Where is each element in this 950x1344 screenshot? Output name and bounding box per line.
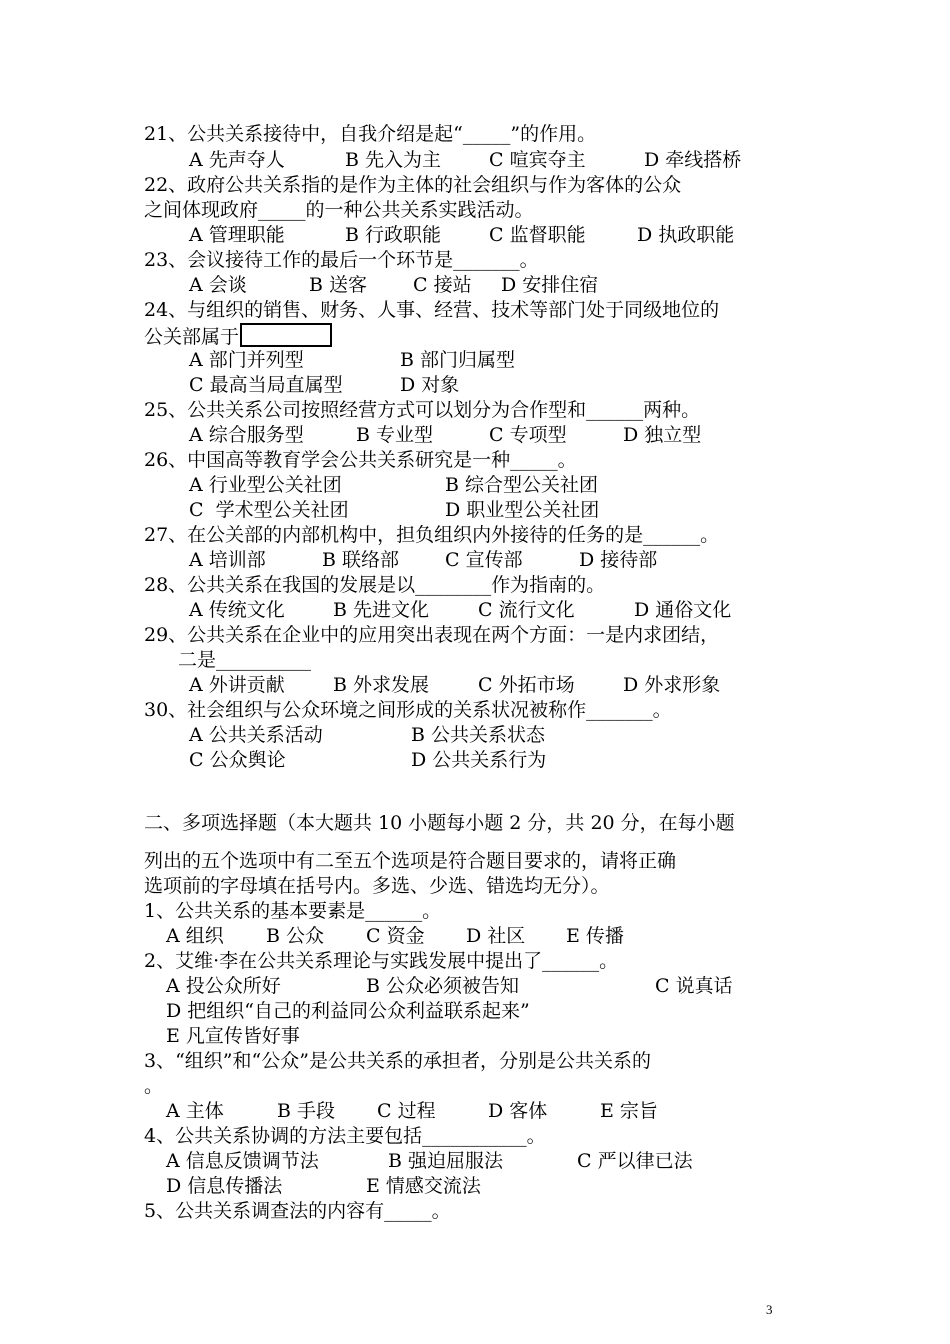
multi-question-4-options-row1 [166, 1149, 693, 1174]
question-26-stem: 26、中国高等教育学会公共关系研究是一种_____。 [144, 449, 577, 471]
option-d: D 信息传播法 [166, 1175, 283, 1197]
option-b: B 公共关系状态 [411, 724, 546, 746]
option-a: A 传统文化 [189, 599, 285, 621]
option-b: B 部门归属型 [400, 349, 516, 371]
multi-question-4-options-row2 [166, 1174, 481, 1199]
question-28-options [189, 598, 732, 623]
option-c: C 宣传部 [445, 549, 523, 571]
option-a: A 主体 [166, 1100, 224, 1122]
option-a: A 公共关系活动 [189, 724, 323, 746]
option-b: B 公众必须被告知 [366, 975, 520, 997]
option-c: C 最高当局直属型 [189, 374, 343, 396]
multi-question-4-stem: 4、公共关系协调的方法主要包括___________。 [144, 1125, 546, 1147]
option-a: A 行业型公关社团 [189, 474, 342, 496]
question-24-options-row1 [189, 348, 516, 373]
question-22-stem: 22、政府公共关系指的是作为主体的社会组织与作为客体的公众 [144, 174, 682, 196]
option-c: C 公众舆论 [189, 749, 286, 771]
option-c: C 流行文化 [478, 599, 575, 621]
option-a: A 培训部 [189, 549, 266, 571]
page-number: 3 [766, 1302, 773, 1317]
option-a: A 外讲贡献 [189, 674, 285, 696]
question-28-stem: 28、公共关系在我国的发展是以________作为指南的。 [144, 574, 606, 596]
section-2-heading: 二、多项选择题（本大题共 10 小题每小题 2 分，共 20 分，在每小题 [144, 812, 735, 834]
option-a: A 综合服务型 [189, 424, 304, 446]
option-d: D 安排住宿 [501, 274, 599, 296]
option-a: A 投公众所好 [166, 975, 281, 997]
option-c: C 接站 [413, 274, 472, 296]
option-c: C 外拓市场 [478, 674, 575, 696]
question-26-options-row1 [189, 473, 599, 498]
question-30-options-row1 [189, 723, 546, 748]
option-d: D 客体 [488, 1100, 548, 1122]
option-a: A 会谈 [189, 274, 247, 296]
option-c: C 监督职能 [489, 224, 586, 246]
question-30-options-row2 [189, 748, 547, 773]
question-24-options-row2 [189, 373, 460, 398]
option-b: B 公众 [266, 925, 325, 947]
option-d: D 社区 [466, 925, 526, 947]
option-b: B 先入为主 [345, 149, 442, 171]
option-b: B 专业型 [356, 424, 434, 446]
option-b: B 手段 [277, 1100, 336, 1122]
question-23-stem: 23、会议接待工作的最后一个环节是_______。 [144, 249, 539, 271]
question-25-stem: 25、公共关系公司按照经营方式可以划分为合作型和______两种。 [144, 399, 701, 421]
option-b: B 外求发展 [333, 674, 430, 696]
question-21-stem: 21、公共关系接待中，自我介绍是起“_____”的作用。 [144, 123, 597, 145]
option-c: C 喧宾夺主 [489, 149, 586, 171]
multi-question-2-options-row3 [166, 1024, 300, 1049]
multi-question-3-options [166, 1099, 658, 1124]
option-d: D 执政职能 [637, 224, 735, 246]
option-d: D 把组织“自己的利益同公众利益联系起来” [166, 1000, 530, 1022]
question-29-stem-cont: 二是__________ [178, 649, 312, 671]
question-22-options [189, 223, 735, 248]
option-d: D 外求形象 [623, 674, 721, 696]
multi-question-2-options-row1 [166, 974, 733, 999]
question-24-stem-cont [144, 323, 332, 348]
question-30-stem: 30、社会组织与公众环境之间形成的关系状况被称作_______。 [144, 699, 672, 721]
option-a: A 组织 [166, 925, 224, 947]
option-d: D 对象 [400, 374, 460, 396]
option-d: D 接待部 [579, 549, 658, 571]
option-d: D 职业型公关社团 [445, 499, 600, 521]
option-d: D 公共关系行为 [411, 749, 547, 771]
answer-box [240, 323, 332, 347]
multi-question-3-stem: 3、“组织”和“公众”是公共关系的承担者，分别是公共关系的 [144, 1050, 651, 1072]
option-a: A 信息反馈调节法 [166, 1150, 319, 1172]
question-24-stem: 24、与组织的销售、财务、人事、经营、技术等部门处于同级地位的 [144, 299, 720, 321]
option-c: C 过程 [377, 1100, 436, 1122]
option-d: D 独立型 [623, 424, 702, 446]
multi-question-3-stem-cont: 。 [144, 1075, 164, 1097]
multi-question-2-options-row2 [166, 999, 530, 1024]
multi-question-1-stem: 1、公共关系的基本要素是______。 [144, 900, 442, 922]
question-25-options [189, 423, 702, 448]
question-21-options [189, 148, 742, 173]
option-e: E 传播 [566, 925, 624, 947]
multi-question-1-options [166, 924, 624, 949]
question-29-stem: 29、公共关系在企业中的应用突出表现在两个方面：一是内求团结， [144, 624, 720, 646]
question-24-stem-text: 公关部属于 [144, 326, 240, 348]
option-d: D 牵线搭桥 [644, 149, 742, 171]
question-27-stem: 27、在公关部的内部机构中，担负组织内外接待的任务的是______。 [144, 524, 720, 546]
question-23-options [189, 273, 599, 298]
option-c: C 说真话 [655, 975, 733, 997]
section-2-instructions-cont: 选项前的字母填在括号内。多选、少选、错选均无分）。 [144, 875, 610, 897]
option-e: E 情感交流法 [366, 1175, 481, 1197]
option-b: B 联络部 [322, 549, 400, 571]
option-b: B 行政职能 [345, 224, 442, 246]
option-c: C 严以律已法 [577, 1150, 693, 1172]
question-27-options [189, 548, 658, 573]
option-a: A 管理职能 [189, 224, 285, 246]
option-d: D 通俗文化 [634, 599, 732, 621]
option-b: B 先进文化 [333, 599, 430, 621]
option-a: A 部门并列型 [189, 349, 304, 371]
option-c: C 资金 [366, 925, 425, 947]
option-a: A 先声夺人 [189, 149, 285, 171]
question-29-options [189, 673, 721, 698]
section-2-instructions: 列出的五个选项中有二至五个选项是符合题目要求的，请将正确 [144, 850, 677, 872]
option-c: C 专项型 [489, 424, 567, 446]
question-26-options-row2 [189, 498, 600, 523]
question-22-stem-cont: 之间体现政府_____的一种公共关系实践活动。 [144, 199, 534, 221]
option-b: B 强迫屈服法 [388, 1150, 504, 1172]
option-b: B 送客 [309, 274, 368, 296]
option-e: E 凡宣传皆好事 [166, 1025, 300, 1047]
multi-question-2-stem: 2、艾维·李在公共关系理论与实践发展中提出了______。 [144, 950, 619, 972]
option-b: B 综合型公关社团 [445, 474, 599, 496]
option-c: C 学术型公关社团 [189, 499, 349, 521]
option-e: E 宗旨 [600, 1100, 658, 1122]
multi-question-5-stem: 5、公共关系调查法的内容有_____。 [144, 1200, 451, 1222]
